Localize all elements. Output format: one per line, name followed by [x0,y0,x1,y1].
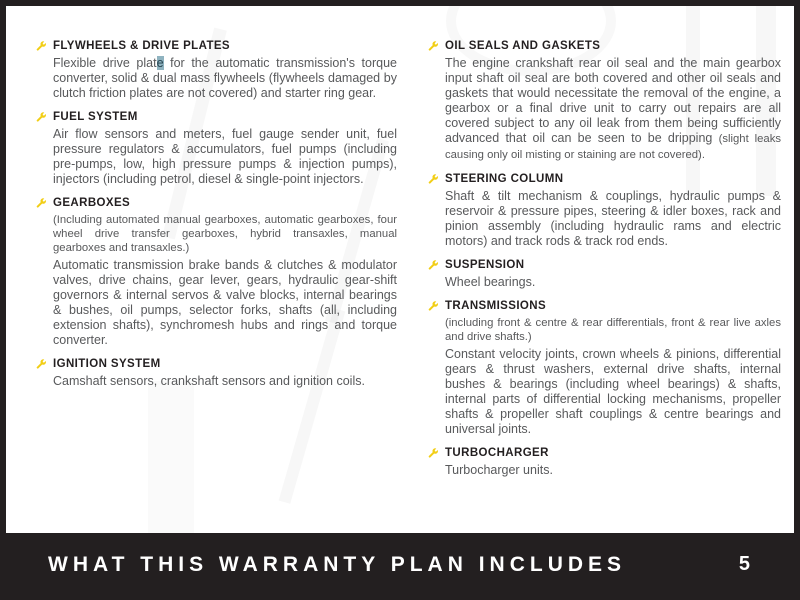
section-heading: STEERING COLUMN [445,173,564,185]
section-body: Flexible drive plate for the automatic transmission's torque converter, solid & dual mass flywheels (flywheels damaged by clutch friction plates are not covered) and starter ring gear. [53,56,398,100]
section-transmissions [428,300,781,437]
section-heading: OIL SEALS AND GASKETS [445,40,601,52]
section-heading: GEARBOXES [53,197,131,209]
section-heading: IGNITION SYSTEM [53,358,161,370]
wrench-icon [36,358,46,370]
small-print: (slight leaks causing only oil misting or staining are not covered). [445,133,781,161]
section-body: Air flow sensors and meters, fuel gauge sender unit, fuel pressure regulators & accumulators, fuel pumps (including pre-pumps, low, high pressure pumps & injection pumps), injectors (including petrol, diesel & single-point injectors. [53,127,397,186]
section-body: Constant velocity joints, crown wheels & pinions, differential gears & thrust washers, external drive shafts, internal bushes & bearings (including wheel bearings) & shafts, internal parts of differential locking mechanisms, propeller shafts & propeller shaft couplings & centre bearings and universal joints. [445,347,781,436]
section-heading-row [36,197,397,209]
section-body: Turbocharger units. [445,463,553,477]
wrench-icon [428,40,438,52]
footer-bar [0,533,800,600]
section-fuel-system [36,111,397,187]
section-note: (including front & centre & rear differentials, front & rear live axles and drive shafts.) [445,317,781,343]
section-heading: FLYWHEELS & DRIVE PLATES [53,40,231,52]
document-page [6,6,794,533]
section-heading: SUSPENSION [445,259,525,271]
section-suspension [428,259,781,290]
section-oil-seals-gaskets [428,40,781,163]
watermark-shape [148,381,194,533]
section-heading: TRANSMISSIONS [445,300,547,312]
section-turbocharger [428,447,781,478]
wrench-icon [428,173,438,185]
section-heading-row [428,259,781,271]
selected-text: e [156,56,164,70]
section-heading: TURBOCHARGER [445,447,549,459]
section-heading-row [36,358,397,370]
footer-title: WHAT THIS WARRANTY PLAN INCLUDES [48,552,627,576]
wrench-icon [36,111,46,123]
wrench-icon [36,197,46,209]
wrench-icon [428,300,438,312]
section-body: Camshaft sensors, crankshaft sensors and ignition coils. [53,374,365,388]
wrench-icon [428,259,438,271]
right-column [428,40,781,488]
section-flywheels-drive-plates [36,40,397,101]
section-ignition-system [36,358,397,389]
page-number: 5 [738,553,750,575]
section-body: The engine crankshaft rear oil seal and the main gearbox input shaft oil seal are both covered and other oil seals and gaskets that would necessitate the removal of the engine, a gearbox or a final drive unit to carry out repairs are all covered subject to any oil leak from them being sufficiently advanced that oil can be seen to be dripping (slight leaks causing only oil misting or staining are not covered). [445,56,781,161]
section-heading-row [428,447,781,459]
section-heading-row [36,40,397,52]
section-body: Wheel bearings. [445,275,536,289]
section-heading-row [36,111,397,123]
section-heading-row [428,300,781,312]
section-heading-row [428,40,781,52]
section-steering-column [428,173,781,249]
section-heading-row [428,173,781,185]
section-gearboxes [36,197,397,348]
section-note: (Including automated manual gearboxes, automatic gearboxes, four wheel drive transfer gearboxes, hybrid transaxles, manual gearboxes and transaxles.) [53,214,397,254]
section-body: Shaft & tilt mechanism & couplings, hydraulic pumps & reservoir & pressure pipes, steering & idler boxes, rack and pinion assembly (including hydraulic rams and electric motors) and track rods & track rod ends. [445,189,781,248]
section-heading: FUEL SYSTEM [53,111,138,123]
wrench-icon [36,40,46,52]
left-column [36,40,397,399]
wrench-icon [428,447,438,459]
section-body: Automatic transmission brake bands & clutches & modulator valves, drive chains, gear lever, gears, hydraulic gear-shift governors & internal servos & valve blocks, internal bearings & bushes, oil pumps, selector forks, shafts (all, including extension shafts), synchromesh hubs and rings and torque converter. [53,258,397,347]
